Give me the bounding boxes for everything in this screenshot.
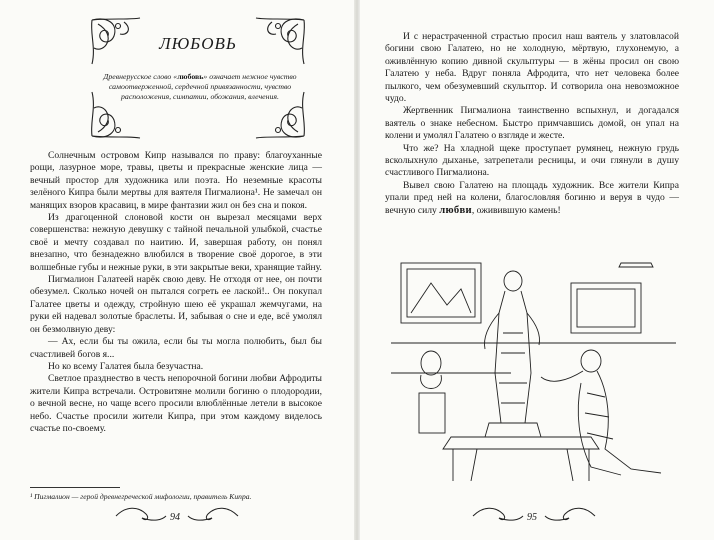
footnote-rule	[30, 487, 120, 488]
pygmalion-galatea-illustration-icon	[391, 253, 676, 481]
paragraph: Пигмалион Галатеей нарёк свою деву. Не отходя от нее, он почти обезумел. Сколько ночей он пытался согреть ее лаской!.. Он покупал Галатее цветы и одежду, стройную шею её украшал жемчугами, на руки ей надевал золотые браслеты. И, забывая о сне и еде, всё умолял он безмолвную деву:	[30, 274, 322, 335]
highlighted-word: любви	[439, 204, 472, 216]
page-number: 94	[170, 512, 180, 523]
paragraph: Светлое празднество в честь непорочной богини любви Афродиты жители Кипра встречали. Островитяне молили богиню о плодородии, о вечной весне, но чаще всего просили влюблённые летели в высокое небо. Счастье просили жители Кипра, при этом каждому виделось счастье по-своему.	[30, 373, 322, 434]
chapter-title: ЛЮБОВЬ	[159, 34, 237, 53]
page-number: 95	[527, 512, 537, 523]
paragraph: Солнечным островом Кипр назывался по праву: благоуханные рощи, лазурное море, травы, цветы и прекрасные женские лица — вечный простор для художника или поэта. Но неземные красоты зелёного Кипра были мертвы для ваятеля Пигмалиона¹. Не замечал он манящих взоров красавиц, в мире фантазии жил он без сна и покоя.	[30, 150, 322, 211]
paragraph: — Ах, если бы ты ожила, если бы ты могла полюбить, был бы счастливей богов я...	[30, 336, 322, 360]
right-body-text	[385, 31, 679, 217]
left-body-text	[30, 150, 322, 435]
paragraph: И с нерастраченной страстью просил наш ваятель у златовласой богини свою Галатею, но не холодную, мёртвую, глухонемую, а оживлённую копию дивной скульптуры — в жёны просил он свою Галатею у неба. Вдруг поняла Афродита, что нет человека более пылкого, чем обезумевший скульптор. И сотворила она невозможное чудо.	[385, 31, 679, 105]
paragraph: Из драгоценной слоновой кости он вырезал месяцами верх совершенства: нежную девушку с тайной печальной улыбкой, счастье своё и мечту создавал по наитию. И, завершая работу, он понял внезапно, что безнадежно влюбился в творение своё дорогое, в эти волшебные губы и нежные руки, в эти закрытые веки, хранящие тайну.	[30, 212, 322, 273]
right-page	[357, 0, 714, 540]
definition-text: Древнерусское слово «любовь» означает нежное чувство самоотверженной, сердечной привязанности, чувство расположения, симпатии, обожания, влечения.	[103, 72, 297, 102]
paragraph: Жертвенник Пигмалиона таинственно вспыхнул, и догадался ваятель о знаке небесном. Быстро примчавшись домой, он упал на колени и умолял Галатею о взгляде и жесте.	[385, 105, 679, 142]
paragraph: Вывел свою Галатею на площадь художник. Все жители Кипра упали пред ней на колени, благословляя богиню и веруя в чудо — вечную силу любви, оживившую камень!	[385, 179, 679, 216]
paragraph: Но ко всему Галатея была безучастна.	[48, 360, 204, 372]
definition-keyword: любовь	[177, 72, 204, 81]
paragraph: Что же? На хладной щеке проступает румянец, нежную грудь всколыхнуло дыханье, затрепетали ресницы, и очи глянули в душу счастливого Пигмалиона.	[385, 142, 679, 179]
footnote: ¹ Пигмалион — герой древнегреческой мифологии, правитель Кипра.	[30, 492, 252, 501]
